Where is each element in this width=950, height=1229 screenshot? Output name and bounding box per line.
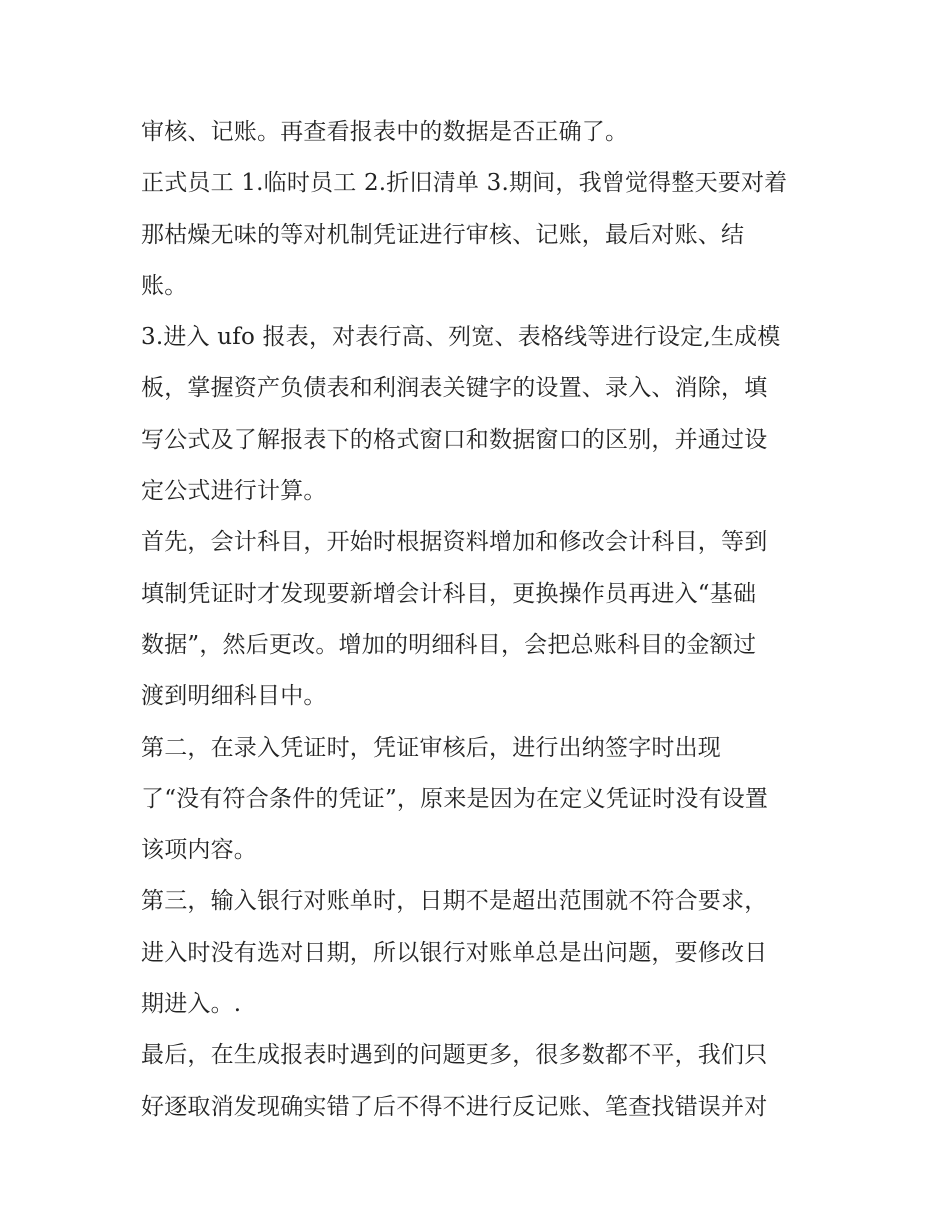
text-line: 最后，在生成报表时遇到的问题更多，很多数都不平，我们只 bbox=[141, 1042, 768, 1069]
text-line: 填制凭证时才发现要新增会计科目，更换操作员再进入“基础 bbox=[141, 580, 757, 607]
text-line: 正式员工 1.临时员工 2.折旧清单 3.期间，我曾觉得整天要对着 bbox=[141, 170, 788, 197]
text-line: 好逐取消发现确实错了后不得不进行反记账、笔查找错误并对 bbox=[141, 1093, 768, 1120]
text-line: 写公式及了解报表下的格式窗口和数据窗口的区别，并通过设 bbox=[141, 426, 768, 453]
text-line: 该项内容。 bbox=[141, 837, 257, 864]
text-line: 渡到明细科目中。 bbox=[141, 683, 327, 710]
text-line: 第二，在录入凭证时，凭证审核后，进行出纳签字时出现 bbox=[141, 734, 721, 761]
text-line: 进入时没有选对日期，所以银行对账单总是出问题，要修改日 bbox=[141, 939, 768, 966]
text-line: 账。 bbox=[141, 272, 188, 299]
text-line: 那枯燥无味的等对机制凭证进行审核、记账，最后对账、结 bbox=[141, 221, 745, 248]
document-body bbox=[141, 107, 821, 1133]
text-line: 定公式进行计算。 bbox=[141, 478, 327, 505]
text-line: 首先，会计科目，开始时根据资料增加和修改会计科目，等到 bbox=[141, 529, 768, 556]
text-line: 期进入。. bbox=[141, 991, 242, 1018]
text-line: 第三，输入银行对账单时，日期不是超出范围就不符合要求， bbox=[141, 888, 768, 915]
text-line: 审核、记账。再查看报表中的数据是否正确了。 bbox=[141, 119, 629, 145]
text-line: 3.进入 ufo 报表，对表行高、列宽、表格线等进行设定,生成模 bbox=[141, 324, 781, 351]
text-line: 数据”，然后更改。增加的明细科目，会把总账科目的金额过 bbox=[141, 631, 757, 658]
text-line: 了“没有符合条件的凭证”，原来是因为在定义凭证时没有设置 bbox=[141, 785, 769, 812]
text-line: 板，掌握资产负债表和利润表关键字的设置、录入、消除，填 bbox=[141, 375, 768, 402]
